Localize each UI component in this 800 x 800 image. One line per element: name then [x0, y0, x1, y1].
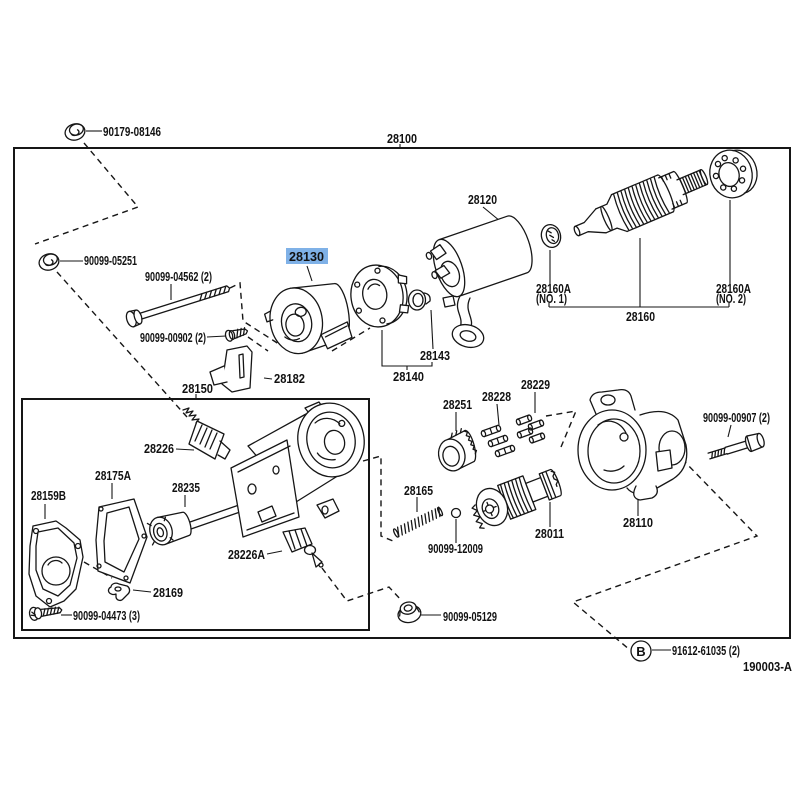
part-label-90099-04473[interactable]: 90099-04473 (3)	[73, 608, 140, 623]
part-label-28100[interactable]: 28100	[387, 131, 417, 146]
part-label-28226[interactable]: 28226	[144, 441, 174, 456]
part-label-90099-05129[interactable]: 90099-05129	[443, 609, 497, 624]
part-label-28169[interactable]: 28169	[153, 585, 183, 600]
part-label-28226A[interactable]: 28226A	[228, 547, 266, 562]
part-label-28150[interactable]: 28150	[182, 381, 213, 396]
part-label-28159B[interactable]: 28159B	[31, 488, 66, 503]
part-label-28160A-no1-note: (NO. 1)	[536, 292, 567, 306]
part-label-28235[interactable]: 28235	[172, 480, 200, 495]
part-label-28175A[interactable]: 28175A	[95, 468, 132, 483]
part-label-28011[interactable]: 28011	[535, 526, 564, 541]
part-label-28160[interactable]: 28160	[626, 309, 655, 324]
part-label-28160A-no1[interactable]: 28160A	[536, 281, 572, 296]
steel-ball-drawing	[452, 509, 461, 518]
detail-marker-letter[interactable]: B	[636, 644, 646, 659]
part-label-28160A-no2[interactable]: 28160A	[716, 281, 752, 296]
part-label-28140[interactable]: 28140	[393, 369, 424, 384]
figure-code: 190003-A	[743, 659, 793, 674]
part-label-28182[interactable]: 28182	[274, 371, 305, 386]
part-label-28160A-no2-note: (NO. 2)	[716, 292, 746, 306]
part-label-28165[interactable]: 28165	[404, 483, 433, 498]
part-label-90099-12009[interactable]: 90099-12009	[428, 541, 483, 556]
part-label-28143[interactable]: 28143	[420, 348, 450, 363]
part-label-90099-00902[interactable]: 90099-00902 (2)	[140, 330, 206, 345]
part-label-90179-08146[interactable]: 90179-08146	[103, 124, 161, 139]
part-label-28251[interactable]: 28251	[443, 397, 472, 412]
part-label-90099-04562[interactable]: 90099-04562 (2)	[145, 269, 212, 284]
part-label-90099-00907[interactable]: 90099-00907 (2)	[703, 410, 770, 425]
part-label-28130-highlighted[interactable]: 28130	[289, 249, 324, 264]
part-label-91612-61035[interactable]: 91612-61035 (2)	[672, 643, 740, 658]
part-label-28110[interactable]: 28110	[623, 515, 653, 530]
part-label-28120[interactable]: 28120	[468, 192, 497, 207]
part-label-28228[interactable]: 28228	[482, 389, 511, 404]
part-label-28229[interactable]: 28229	[521, 377, 550, 392]
part-label-90099-05251[interactable]: 90099-05251	[84, 253, 137, 268]
